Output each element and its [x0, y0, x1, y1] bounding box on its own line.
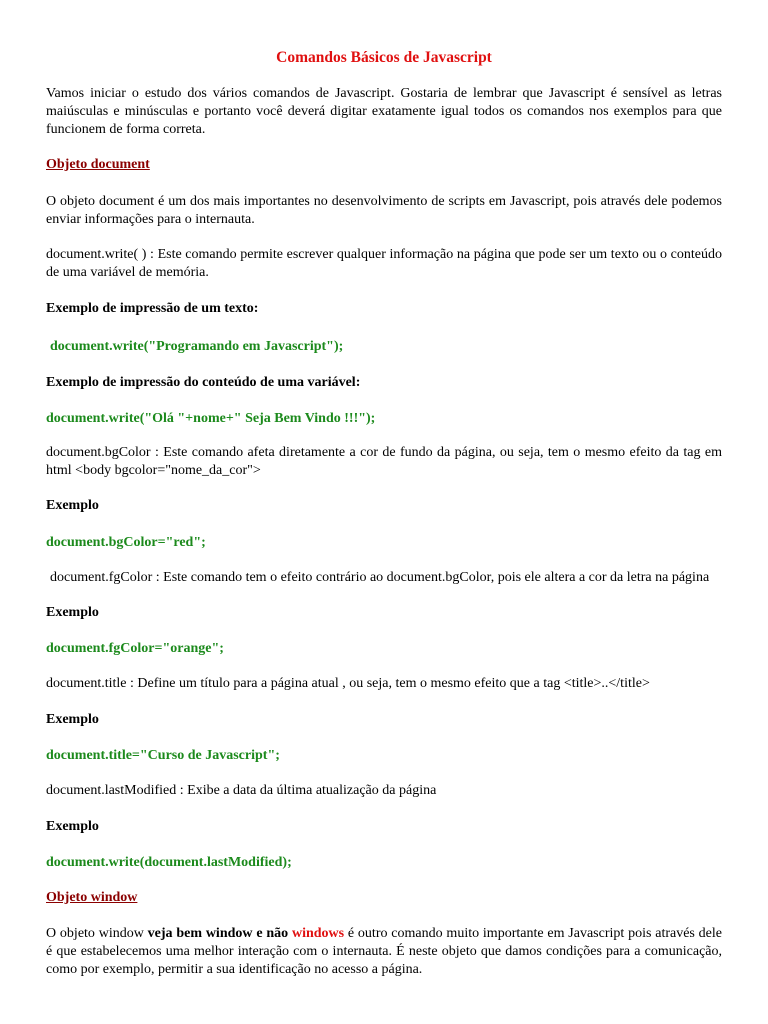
fgcolor-example-code: document.fgColor="orange"; [46, 641, 224, 656]
section-heading-document: Objeto document [46, 157, 150, 172]
intro-paragraph: Vamos iniciar o estudo dos vários comandos de Javascript. Gostaria de lembrar que Javascript é sensível as letras maiúsculas e minúsculas e portanto você deverá digitar exatamente igual todos os comandos nos exemplos para que funcionem de forma correta. [46, 86, 722, 137]
example-variable-label: Exemplo de impressão do conteúdo de uma variável: [46, 375, 361, 390]
window-text-bold: veja bem window e não [147, 926, 292, 941]
page-title: Comandos Básicos de Javascript [276, 49, 492, 66]
document-description: O objeto document é um dos mais importantes no desenvolvimento de scripts em Javascript, pois através dele podemos enviar informações para o internauta. [46, 194, 722, 227]
lastmodified-description: document.lastModified : Exibe a data da última atualização da página [46, 783, 437, 798]
fgcolor-description: document.fgColor : Este comando tem o efeito contrário ao document.bgColor, pois ele altera a cor da letra na página [50, 570, 710, 585]
example-text-label: Exemplo de impressão de um texto: [46, 301, 259, 316]
title-example-code: document.title="Curso de Javascript"; [46, 748, 280, 763]
lastmodified-example-label: Exemplo [46, 819, 99, 834]
bgcolor-example-code: document.bgColor="red"; [46, 535, 206, 550]
example-variable-code: document.write("Olá "+nome+" Seja Bem Vindo !!!"); [46, 411, 376, 426]
section-heading-window: Objeto window [46, 890, 138, 905]
window-description [46, 925, 722, 979]
fgcolor-example-label: Exemplo [46, 605, 99, 620]
document-page [46, 48, 722, 979]
bgcolor-description: document.bgColor : Este comando afeta diretamente a cor de fundo da página, ou seja, tem o mesmo efeito da tag em html <body bgcolor="nome_da_cor"> [46, 445, 722, 478]
window-text-end: é outro comando muito importante em Javascript pois através dele é que estabelecemos uma melhor interação com o internauta. É neste objeto que damos condições para a comunicação, como por exemplo, permitir a sua identificação no acesso a página. [46, 926, 722, 977]
window-text-red: windows [291, 926, 345, 941]
lastmodified-example-code: document.write(document.lastModified); [46, 855, 292, 870]
bgcolor-example-label: Exemplo [46, 498, 99, 513]
title-example-label: Exemplo [46, 712, 99, 727]
title-description: document.title : Define um título para a página atual , ou seja, tem o mesmo efeito que a tag <title>..</title> [46, 676, 650, 691]
write-description: document.write( ) : Este comando permite escrever qualquer informação na página que pode ser um texto ou o conteúdo de uma variável de memória. [46, 247, 722, 280]
window-text-start: O objeto window [46, 926, 148, 941]
example-text-code: document.write("Programando em Javascript"); [50, 339, 344, 354]
